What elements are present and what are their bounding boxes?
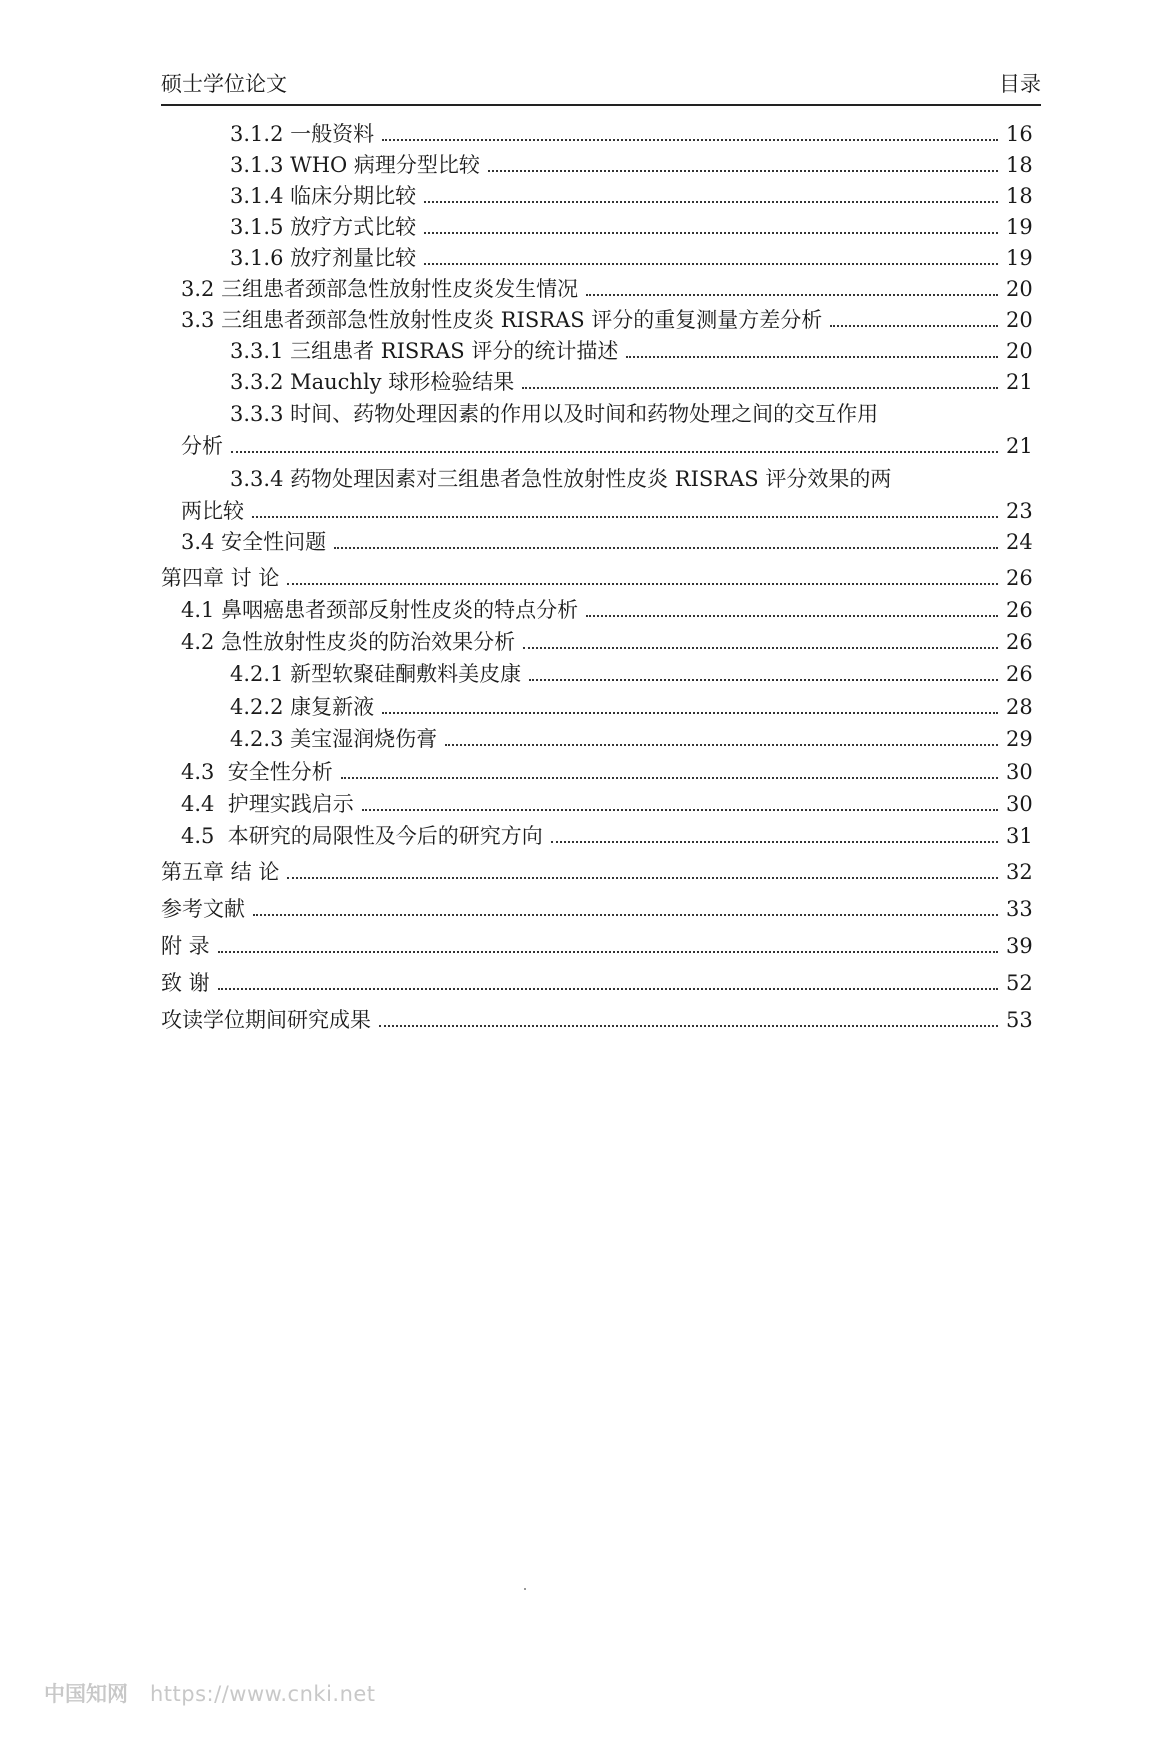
toc-entry[interactable] — [181, 791, 1032, 817]
toc-dot-leader — [382, 139, 998, 141]
toc-entry[interactable] — [181, 433, 1032, 459]
toc-entry-page: 23 — [1006, 499, 1033, 523]
toc-entry-page: 26 — [1006, 598, 1033, 622]
toc-entry-label: 4.2.2 康复新液 — [230, 695, 375, 719]
toc-entry-page: 20 — [1006, 308, 1033, 332]
toc-entry-label: 4.2 急性放射性皮炎的防治效果分析 — [181, 630, 516, 654]
toc-entry-label: 分析 — [181, 434, 223, 458]
toc-dot-leader — [341, 777, 998, 779]
toc-dot-leader — [362, 809, 998, 811]
header-section-title: 目录 — [999, 72, 1041, 96]
toc-entry-page: 28 — [1006, 695, 1033, 719]
toc-dot-leader — [445, 744, 998, 746]
toc-entry-page: 18 — [1006, 153, 1033, 177]
toc-entry-label: 3.1.5 放疗方式比较 — [230, 215, 417, 239]
toc-entry-label: 3.1.3 WHO 病理分型比较 — [230, 153, 480, 177]
toc-entry-page: 30 — [1006, 760, 1033, 784]
toc-entry[interactable] — [230, 726, 1032, 752]
toc-entry-label: 第五章 结 论 — [161, 860, 280, 884]
toc-entry[interactable] — [181, 597, 1032, 623]
toc-entry-page: 19 — [1006, 246, 1033, 270]
toc-dot-leader — [424, 201, 998, 203]
toc-entry-page: 26 — [1006, 566, 1033, 590]
toc-dot-leader — [252, 516, 998, 518]
toc-entry-page: 39 — [1006, 934, 1033, 958]
toc-dot-leader — [586, 294, 998, 296]
watermark-url: https://www.cnki.net — [150, 1682, 376, 1706]
toc-dot-leader — [379, 1025, 998, 1027]
toc-entry-label: 3.4 安全性问题 — [181, 530, 327, 554]
toc-entry-page: 21 — [1006, 434, 1033, 458]
toc-entry-page: 21 — [1006, 370, 1033, 394]
toc-dot-leader — [287, 877, 998, 879]
toc-entry-label: 3.3 三组患者颈部急性放射性皮炎 RISRAS 评分的重复测量方差分析 — [181, 308, 823, 332]
toc-dot-leader — [218, 951, 998, 953]
toc-entry[interactable] — [230, 183, 1032, 209]
watermark-brand: 中国知网 — [44, 1682, 128, 1706]
toc-dot-leader — [551, 841, 998, 843]
toc-entry[interactable] — [181, 629, 1032, 655]
toc-entry-page: 31 — [1006, 824, 1033, 848]
toc-entry-page: 16 — [1006, 122, 1033, 146]
toc-entry-label: 4.5 本研究的局限性及今后的研究方向 — [181, 824, 543, 848]
toc-entry-page: 53 — [1006, 1008, 1033, 1032]
toc-dot-leader — [830, 325, 998, 327]
toc-entry[interactable] — [161, 933, 1032, 959]
toc-entry[interactable] — [161, 896, 1032, 922]
toc-entry-label: 附 录 — [161, 934, 210, 958]
toc-entry-page: 20 — [1006, 339, 1033, 363]
toc-entry[interactable] — [230, 338, 1032, 364]
toc-entry-label: 4.3 安全性分析 — [181, 760, 333, 784]
toc-entry-label: 3.1.4 临床分期比较 — [230, 184, 417, 208]
toc-entry-page: 30 — [1006, 792, 1033, 816]
toc-entry-page: 18 — [1006, 184, 1033, 208]
toc-entry[interactable] — [181, 759, 1032, 785]
toc-entry-label: 3.2 三组患者颈部急性放射性皮炎发生情况 — [181, 277, 579, 301]
toc-dot-leader — [424, 232, 998, 234]
toc-dot-leader — [424, 263, 998, 265]
toc-entry-label: 3.1.2 一般资料 — [230, 122, 375, 146]
toc-dot-leader — [218, 988, 998, 990]
toc-dot-leader — [522, 387, 998, 389]
toc-entry-label: 参考文献 — [161, 897, 245, 921]
toc-entry-label: 两比较 — [181, 499, 244, 523]
toc-entry[interactable] — [230, 245, 1032, 271]
toc-dot-leader — [334, 547, 998, 549]
toc-entry-label: 攻读学位期间研究成果 — [161, 1008, 371, 1032]
toc-entry-page: 29 — [1006, 727, 1033, 751]
toc-dot-leader — [626, 356, 998, 358]
toc-dot-leader — [586, 615, 998, 617]
toc-entry[interactable] — [230, 661, 1032, 687]
toc-entry-page: 32 — [1006, 860, 1033, 884]
toc-entry[interactable] — [181, 529, 1032, 555]
toc-dot-leader — [382, 712, 998, 714]
toc-entry-label: 4.4 护理实践启示 — [181, 792, 354, 816]
toc-dot-leader — [523, 647, 998, 649]
toc-dot-leader — [287, 583, 998, 585]
toc-entry-page: 26 — [1006, 662, 1033, 686]
toc-entry-label: 3.3.1 三组患者 RISRAS 评分的统计描述 — [230, 339, 619, 363]
page-footer-mark — [524, 1588, 526, 1590]
toc-entry[interactable] — [181, 498, 1032, 524]
toc-entry-label: 第四章 讨 论 — [161, 566, 280, 590]
toc-entry[interactable] — [230, 214, 1032, 240]
toc-entry-wrapped-line[interactable]: 3.3.3 时间、药物处理因素的作用以及时间和药物处理之间的交互作用 — [230, 402, 879, 426]
toc-entry-page: 26 — [1006, 630, 1033, 654]
toc-entry[interactable] — [230, 121, 1032, 147]
toc-entry[interactable] — [181, 307, 1032, 333]
toc-dot-leader — [488, 170, 998, 172]
header-thesis-type: 硕士学位论文 — [161, 72, 287, 96]
toc-entry[interactable] — [161, 565, 1032, 591]
toc-dot-leader — [529, 679, 998, 681]
toc-entry-label: 3.1.6 放疗剂量比较 — [230, 246, 417, 270]
toc-entry[interactable] — [161, 970, 1032, 996]
toc-entry[interactable] — [230, 694, 1032, 720]
toc-entry-page: 24 — [1006, 530, 1033, 554]
toc-entry[interactable] — [161, 1007, 1032, 1033]
toc-entry[interactable] — [181, 276, 1032, 302]
cnki-watermark — [44, 1678, 376, 1708]
toc-entry-label: 3.3.2 Mauchly 球形检验结果 — [230, 370, 515, 394]
toc-entry-wrapped-line[interactable]: 3.3.4 药物处理因素对三组患者急性放射性皮炎 RISRAS 评分效果的两 — [230, 467, 892, 491]
toc-entry[interactable] — [230, 152, 1032, 178]
toc-entry-label: 致 谢 — [161, 971, 210, 995]
toc-dot-leader — [253, 914, 998, 916]
toc-entry-label: 4.2.3 美宝湿润烧伤膏 — [230, 727, 438, 751]
toc-entry-label: 4.2.1 新型软聚硅酮敷料美皮康 — [230, 662, 522, 686]
toc-entry-label: 4.1 鼻咽癌患者颈部反射性皮炎的特点分析 — [181, 598, 579, 622]
toc-entry-page: 33 — [1006, 897, 1033, 921]
toc-entry[interactable] — [161, 859, 1032, 885]
toc-entry[interactable] — [230, 369, 1032, 395]
toc-entry-page: 19 — [1006, 215, 1033, 239]
toc-dot-leader — [231, 451, 998, 453]
toc-entry[interactable] — [181, 823, 1032, 849]
toc-entry-page: 20 — [1006, 277, 1033, 301]
toc-entry-page: 52 — [1006, 971, 1033, 995]
